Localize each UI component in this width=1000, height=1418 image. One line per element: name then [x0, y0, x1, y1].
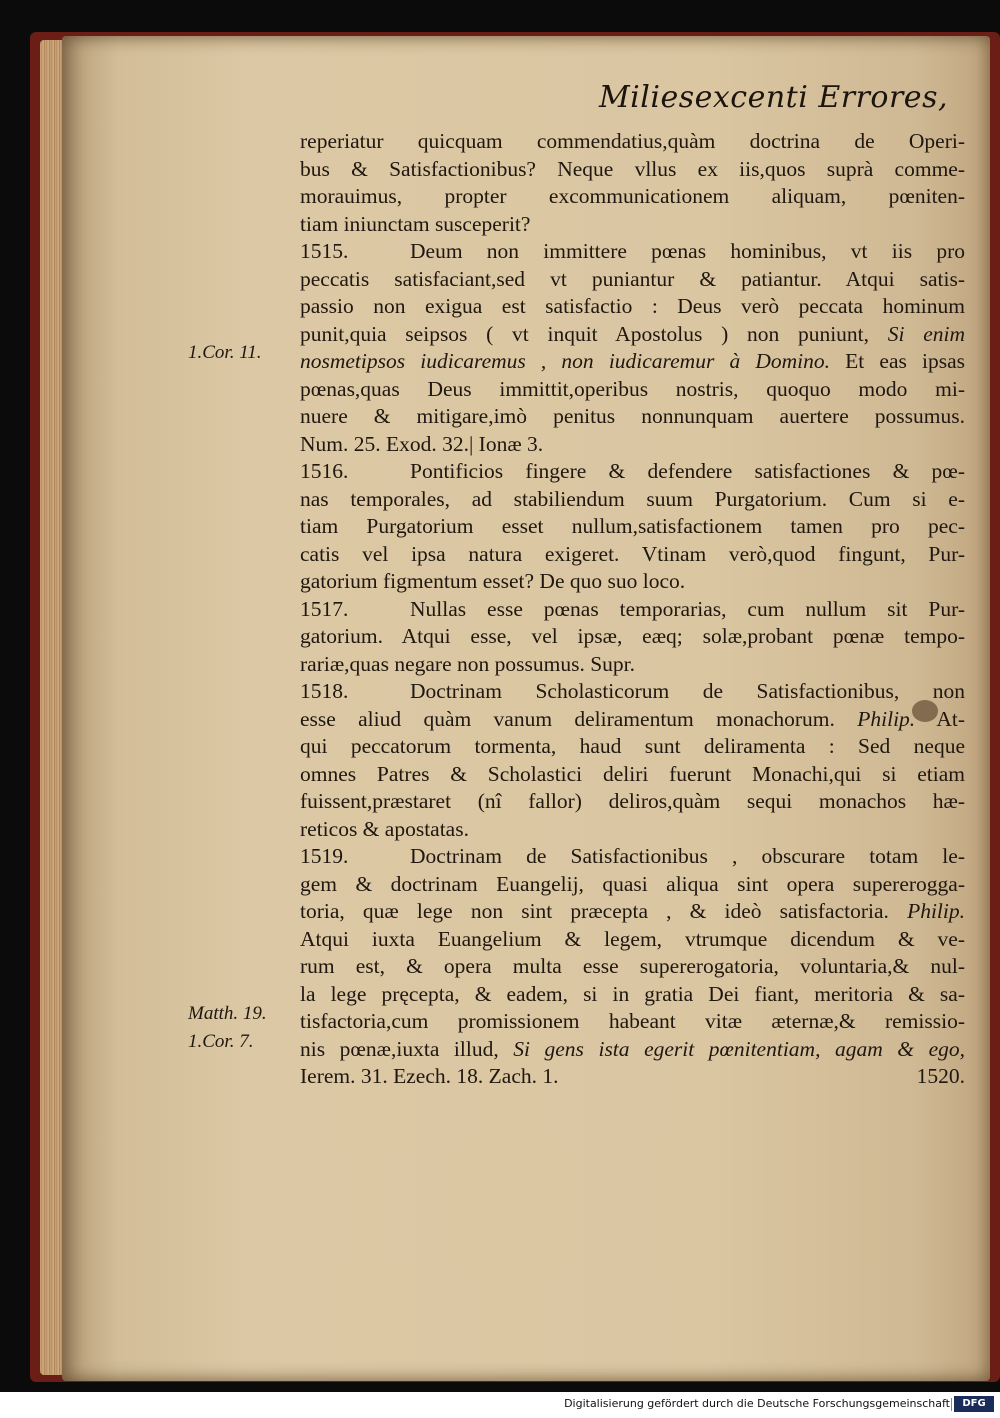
entry-number: 1519.: [300, 844, 349, 868]
footer-bar: [0, 1392, 1000, 1418]
entry-number: 1518.: [300, 679, 349, 703]
text-line: 1517. Nullas esse pœnas temporarias, cum nullum sit Pur-: [300, 596, 965, 624]
text-line: passio non exigua est satisfactio : Deus verò peccata hominum: [300, 294, 965, 318]
text-line: fuissent,præstaret (nî fallor) deliros,quàm sequi monachos hæ-: [300, 789, 965, 813]
running-head: Miliesexcenti Errores,: [598, 80, 948, 115]
text-line: qui peccatorum tormenta, haud sunt deliramenta : Sed neque: [300, 734, 965, 758]
footer-credit: Digitalisierung gefördert durch die Deutsche Forschungsgemeinschaft: [564, 1397, 950, 1410]
entry-number: 1516.: [300, 459, 349, 483]
text-line: peccatis satisfaciant,sed vt puniantur & patiantur. Atqui satis-: [300, 266, 965, 291]
entry-number: 1517.: [300, 596, 349, 621]
text-line: omnes Patres & Scholastici deliri fuerunt Monachi,qui si etiam: [300, 761, 965, 786]
text-line: reperiatur quicquam commendatius,quàm doctrina de Operi-: [300, 129, 965, 153]
catchword: 1520.: [916, 1064, 965, 1088]
margin-note: Matth. 19.: [188, 1003, 267, 1024]
text-line: gem & doctrinam Euangelij, quasi aliqua sint opera supererogga-: [300, 871, 965, 896]
margin-note: 1.Cor. 7.: [188, 1031, 254, 1052]
text-line: Num. 25. Exod. 32.| Ionæ 3.: [300, 431, 544, 456]
text-line: nis pœnæ,iuxta illud, Si gens ista egerit pœnitentiam, agam & ego,: [300, 1036, 965, 1061]
dfg-logo: DFG: [954, 1396, 994, 1412]
text-line: 1516. Pontificios fingere & defendere satisfactiones & pœ-: [300, 458, 965, 486]
text-line: gatorium. Atqui esse, vel ipsæ, eæq; solæ,probant pœnæ tempo-: [300, 624, 965, 648]
text-line: esse aliud quàm vanum deliramentum monachorum. Philip. At-: [300, 706, 965, 731]
text-line: 1519. Doctrinam de Satisfactionibus , obscurare totam le-: [300, 843, 965, 871]
text-line: nas temporales, ad stabiliendum suum Purgatorium. Cum si e-: [300, 486, 965, 511]
text-line: toria, quæ lege non sint præcepta , & ideò satisfactoria. Philip.: [300, 899, 965, 923]
entry-number: 1515.: [300, 239, 349, 263]
text-line: punit,quia seipsos ( vt inquit Apostolus ) non puniunt, Si enim: [300, 321, 965, 346]
footer-divider: [951, 1398, 952, 1411]
text-line: morauimus, propter excommunicationem aliquam, pœniten-: [300, 184, 965, 208]
text-line: Atqui iuxta Euangelium & legem, vtrumque dicendum & ve-: [300, 926, 965, 951]
margin-note: 1.Cor. 11.: [188, 342, 262, 363]
text-line: catis vel ipsa natura exigeret. Vtinam verò,quod fingunt, Pur-: [300, 541, 965, 566]
text-line: nuere & mitigare,imò penitus nonnunquam auertere possumus.: [300, 404, 965, 428]
text-line: rariæ,quas negare non possumus. Supr.: [300, 651, 636, 676]
text-line: la lege pręcepta, & eadem, si in gratia Dei fiant, meritoria & sa-: [300, 981, 965, 1006]
text-line: Ierem. 31. Ezech. 18. Zach. 1. 1520.: [300, 1063, 965, 1091]
text-line: nosmetipsos iudicaremus , non iudicaremur à Domino. Et eas ipsas: [300, 349, 965, 373]
text-line: 1515. Deum non immittere pœnas hominibus, vt iis pro: [300, 238, 965, 266]
text-line: reticos & apostatas.: [300, 816, 469, 841]
text-line: gatorium figmentum esset? De quo suo loco.: [300, 569, 686, 593]
text-line: pœnas,quas Deus immittit,operibus nostris, quoquo modo mi-: [300, 376, 965, 401]
text-line: 1518. Doctrinam Scholasticorum de Satisfactionibus, non: [300, 678, 965, 706]
text-line: tiam iniunctam susceperit?: [300, 211, 531, 236]
text-line: tisfactoria,cum promissionem habeant vitæ æternæ,& remissio-: [300, 1009, 965, 1033]
text-line: bus & Satisfactionibus? Neque vllus ex iis,quos suprà comme-: [300, 156, 965, 181]
main-text: [300, 128, 965, 1091]
text-line: tiam Purgatorium esset nullum,satisfactionem tamen pro pec-: [300, 514, 965, 538]
text-line: rum est, & opera multa esse supererogatoria, voluntaria,& nul-: [300, 954, 965, 978]
